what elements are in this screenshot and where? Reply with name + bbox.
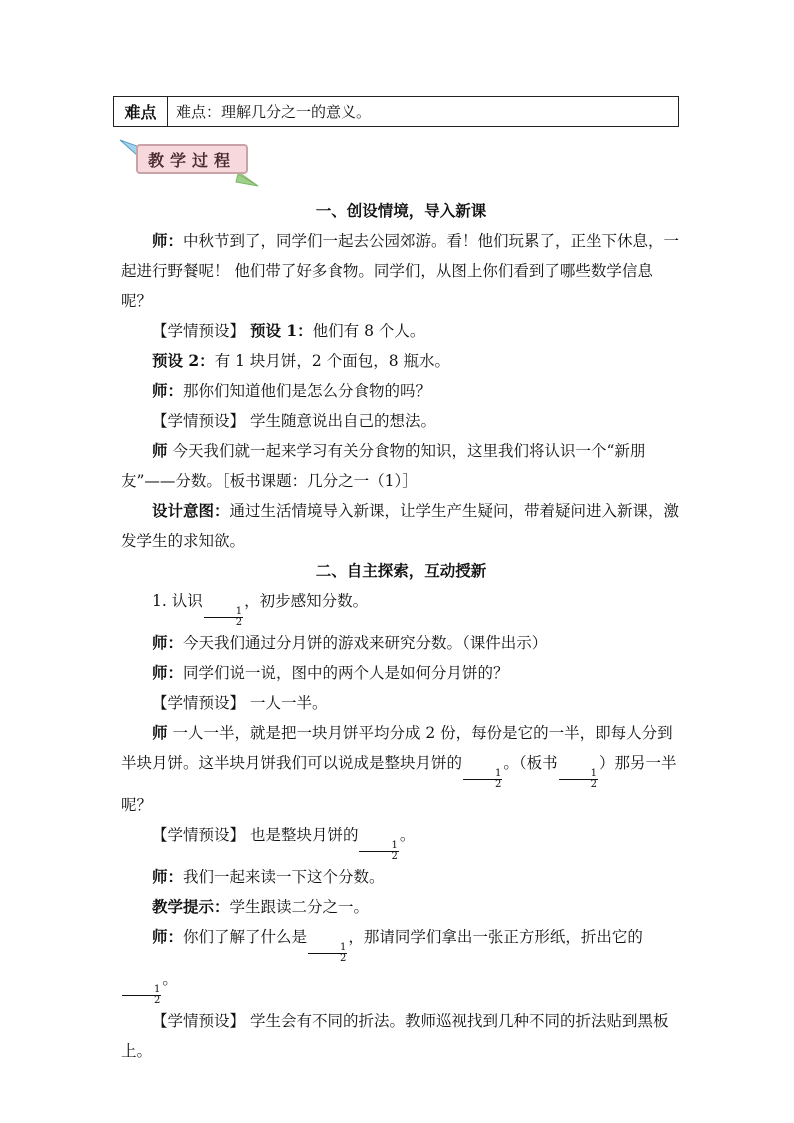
paragraph (121, 436, 681, 496)
teaching-tip-label: 教学提示： (152, 897, 230, 916)
paragraph-text: 一人一半，就是把一块月饼平均分成 2 份，每份是它的一半，即每人分到半块月饼。这半块月饼我们可以说成是整块月饼的 (121, 724, 673, 772)
fraction-numerator: 1 (204, 607, 243, 618)
preset-label: 【学情预设】 (152, 322, 246, 340)
fraction-one-half (122, 985, 161, 1006)
paragraph (121, 1006, 681, 1066)
paragraph-text: 学生跟读二分之一。 (229, 898, 370, 916)
banner-title: 教学过程 (136, 144, 248, 174)
paragraph (121, 346, 681, 376)
speaker-label: 师： (152, 633, 184, 652)
speaker-label: 师 (152, 441, 168, 460)
paragraph-text: 你们了解了什么是 (183, 928, 308, 946)
preset-sub-label: 预设 1： (249, 321, 313, 340)
fraction-denominator: 2 (495, 779, 502, 790)
paragraph (121, 658, 681, 688)
paragraph-text: 通过生活情境导入新课，让学生产生疑问，带着疑问进入新课，激发学生的求知欲。 (121, 502, 680, 550)
speaker-label: 师 (152, 723, 168, 742)
preset-sub-label: 预设 2： (152, 351, 215, 370)
paragraph (121, 496, 681, 556)
paragraph (121, 820, 681, 862)
paragraph (121, 628, 681, 658)
preset-label: 【学情预设】 (152, 412, 246, 430)
paragraph-text: 我们一起来读一下这个分数。 (183, 868, 385, 886)
design-intent-label: 设计意图： (152, 501, 230, 520)
paragraph (121, 922, 681, 1006)
paragraph-text: 他们有 8 个人。 (312, 322, 426, 340)
fraction-denominator: 2 (154, 995, 161, 1006)
paragraph-text: 。 (399, 826, 416, 844)
speaker-label: 师： (152, 231, 184, 250)
difficulty-label: 难点 (114, 97, 168, 126)
fraction-one-half (463, 769, 502, 790)
paragraph (121, 586, 681, 628)
fraction-denominator: 2 (590, 779, 598, 790)
paragraph-text: 中秋节到了，同学们一起去公园郊游。看！他们玩累了，正坐下休息，一起进行野餐呢！ 他们带了好多食物。同学们，从图上你们看到了哪些数学信息呢？ (121, 232, 680, 310)
speaker-label: 师： (152, 867, 184, 886)
fraction-numerator: 1 (308, 943, 347, 954)
fraction-one-half (359, 841, 398, 862)
section-title-2: 二、自主探索，互动授新 (315, 561, 487, 580)
fraction-numerator: 1 (122, 985, 161, 996)
paragraph (121, 718, 681, 820)
paragraph-text: ）那另一半呢？ (121, 754, 677, 814)
paragraph (121, 892, 681, 922)
paragraph (121, 316, 681, 346)
paragraph-text: 那你们知道他们是怎么分食物的吗？ (183, 382, 432, 400)
paragraph-text: 学生会有不同的折法。教师巡视找到几种不同的折法贴到黑板上。 (121, 1012, 669, 1060)
speaker-label: 师： (152, 927, 184, 946)
fraction-denominator: 2 (235, 617, 243, 628)
fraction-numerator: 1 (359, 841, 398, 852)
preset-label: 【学情预设】 (152, 694, 246, 712)
paragraph-text: 学生随意说出自己的想法。 (245, 412, 436, 430)
paragraph-text: 今天我们就一起来学习有关分食物的知识，这里我们将认识一个“新朋友”——分数。［板书课题：几分之一（1）］ (121, 442, 646, 490)
paragraph-text: 今天我们通过分月饼的游戏来研究分数。（课件出示） (183, 634, 548, 652)
difficulty-table (113, 96, 679, 127)
difficulty-text: 难点：理解几分之一的意义。 (176, 103, 372, 121)
paragraph-text: 也是整块月饼的 (245, 826, 359, 844)
paragraph-text: 同学们说一说，图中的两个人是如何分月饼的？ (183, 664, 509, 682)
paragraph-text: ，初步感知分数。 (244, 592, 369, 610)
paragraph-text: 1. 认识 (152, 592, 203, 610)
paragraph-text: 有 1 块月饼，2 个面包，8 瓶水。 (214, 352, 450, 370)
preset-label: 【学情预设】 (152, 826, 246, 844)
fraction-one-half (204, 607, 243, 628)
speaker-label: 师： (152, 663, 184, 682)
paragraph (121, 406, 681, 436)
paragraph (121, 688, 681, 718)
fraction-one-half (308, 943, 347, 964)
teaching-process-banner (118, 136, 260, 188)
preset-label: 【学情预设】 (152, 1012, 246, 1030)
fraction-numerator: 1 (559, 769, 598, 780)
paragraph (121, 862, 681, 892)
section-title-1: 一、创设情境，导入新课 (315, 201, 487, 220)
paragraph (121, 376, 681, 406)
fraction-numerator: 1 (463, 769, 502, 780)
speaker-label: 师： (152, 381, 184, 400)
paragraph-text: 。 (162, 970, 178, 988)
paragraph-text: 一人一半。 (245, 694, 328, 712)
paragraph-text: 。（板书 (503, 754, 558, 772)
fraction-denominator: 2 (340, 953, 347, 964)
paragraph-text: ，那请同学们拿出一张正方形纸，折出它的 (348, 928, 643, 946)
fraction-denominator: 2 (391, 851, 398, 862)
paragraph (121, 226, 681, 316)
fraction-one-half (559, 769, 598, 790)
lesson-content (121, 196, 681, 1066)
